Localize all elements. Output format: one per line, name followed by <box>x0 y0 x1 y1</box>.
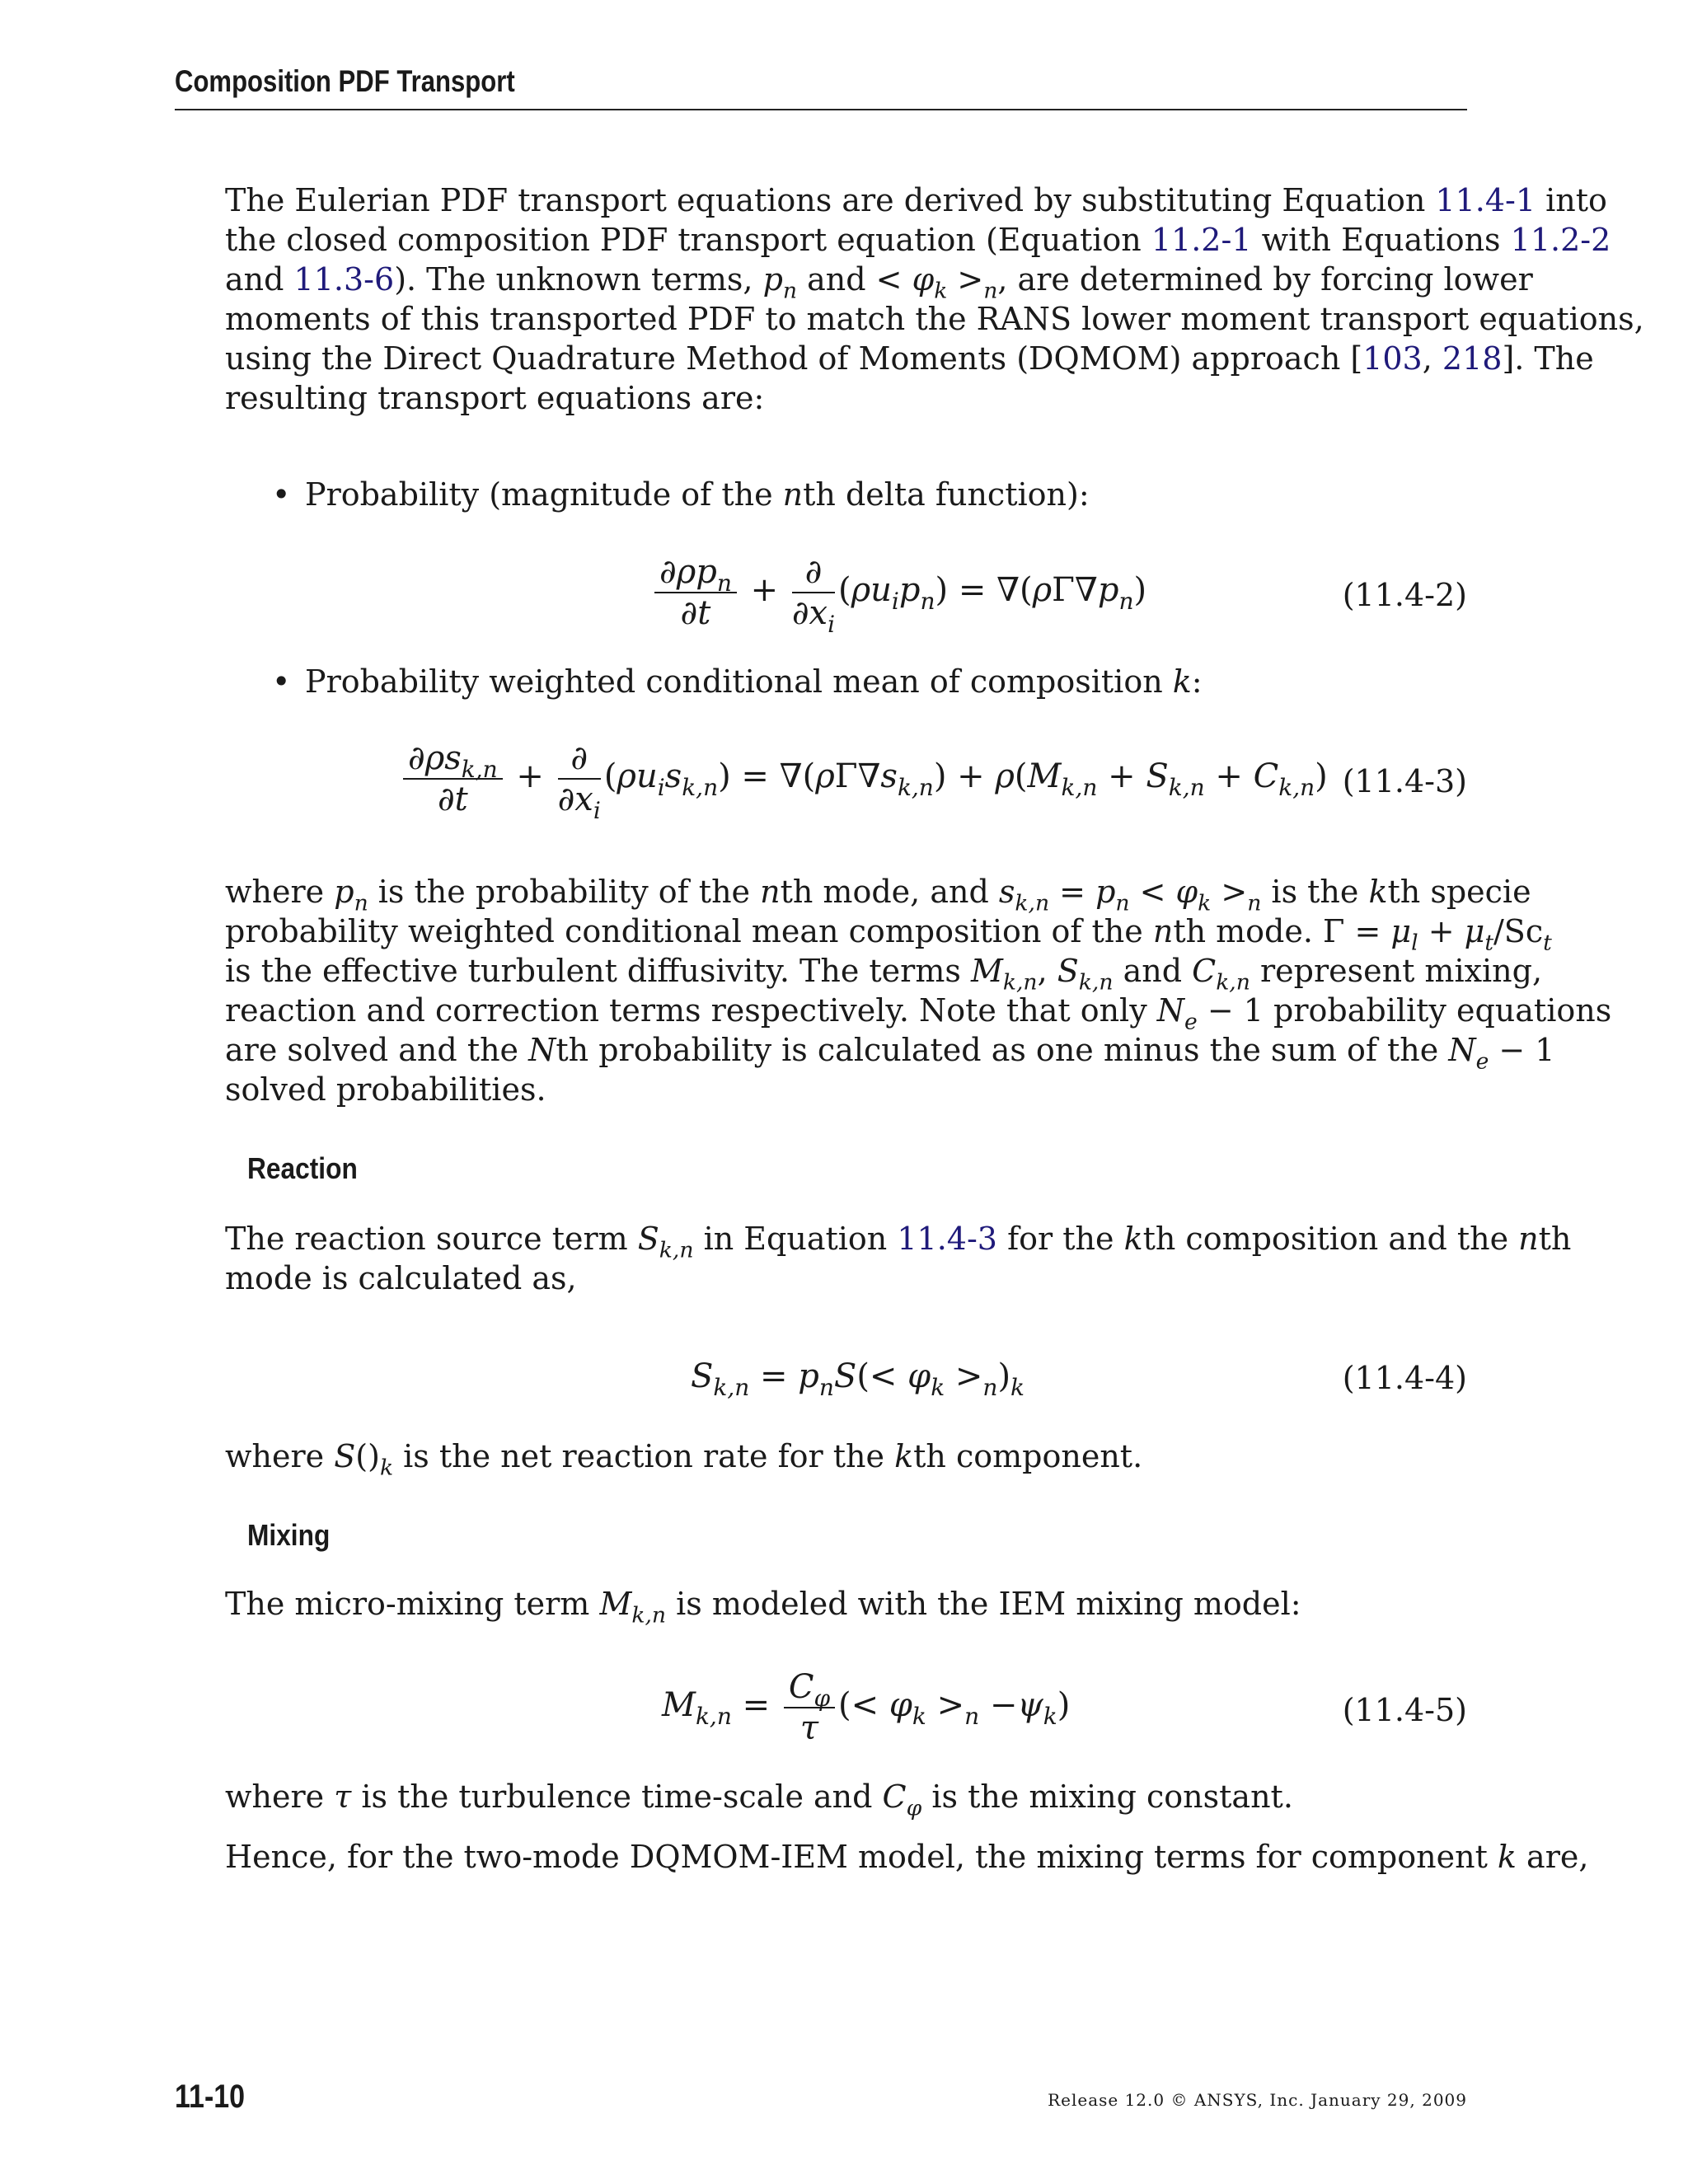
equation-link-11-4-1[interactable]: 11.4-1 <box>1435 182 1536 218</box>
citation-link-103[interactable]: 103 <box>1362 340 1423 377</box>
equation-number-11-4-5: (11.4-5) <box>1342 1692 1467 1728</box>
bullet-dot: • <box>272 476 291 513</box>
reaction-paragraph: The reaction source term $S_{k,n}$ in Equation 11.4-3 for the kth composition and the nth mode is calculated as, <box>225 1221 1572 1296</box>
intro-paragraph: The Eulerian PDF transport equations are derived by substituting Equation 11.4-1 into the closed composition PDF transport equation (Equation 11.2-1 with Equations 11.2-2 and 11.3-6). The unknown terms, $p_n$ and < $\varphi_k >_n$, are determined by forcing lower moments of this transported PDF to match the RANS lower moment transport equations, using the Direct Quadrature Method of Moments (DQMOM) approach [103, 218]. The resulting transport equations are: <box>225 182 1644 416</box>
page-header-title: Composition PDF Transport <box>175 64 515 98</box>
equation-11-4-2: $\frac{\partial\rho p_n}{\partial t}$ + $\frac{\partial}{\partial x_i}$ $(\rho u_ip_n) = \nabla(\rho\Gamma\nabla p_n)$ <box>651 552 1146 633</box>
equation-link-11-2-1[interactable]: 11.2-1 <box>1151 222 1252 258</box>
equation-11-4-5: $M_{k,n}$ = $\frac{C_\varphi}{\tau}$ (< $\varphi_k >_n -\psi_k$) <box>662 1668 1071 1747</box>
two-mode-sentence: Hence, for the two-mode DQMOM-IEM model, the mixing terms for component k are, <box>225 1839 1589 1875</box>
mixing-paragraph: The micro-mixing term $M_{k,n}$ is modeled with the IEM mixing model: <box>225 1586 1301 1629</box>
equation-11-4-4: $S_{k,n} = p_nS(< \varphi_k >_n)_k$ <box>691 1357 1025 1401</box>
citation-link-218[interactable]: 218 <box>1442 340 1503 377</box>
bullet-dot: • <box>272 663 291 700</box>
header-rule <box>175 109 1467 110</box>
release-info: Release 12.0 © ANSYS, Inc. January 29, 2009 <box>1048 2090 1467 2110</box>
equation-number-11-4-2: (11.4-2) <box>1342 577 1467 613</box>
section-heading-reaction: Reaction <box>247 1151 358 1185</box>
section-heading-mixing: Mixing <box>247 1518 331 1552</box>
mixing-definitions-sentence: where τ is the turbulence time-scale and $C_\varphi$ is the mixing constant. <box>225 1779 1293 1821</box>
equation-link-11-2-2[interactable]: 11.2-2 <box>1510 222 1611 258</box>
equation-number-11-4-3: (11.4-3) <box>1342 763 1467 799</box>
equation-11-4-3: $\frac{\partial\rho s_{k,n}}{\partial t}$ + $\frac{\partial}{\partial x_i}$ $(\rho u_is_{k,n}) = \nabla(\rho\Gamma\nabla s_{k,n}) + \rho(M_{k,n} + S_{k,n} + C_{k,n})$ <box>400 738 1328 819</box>
reaction-rate-sentence: where $S()_k$ is the net reaction rate for the kth component. <box>225 1438 1143 1481</box>
equation-link-11-4-3[interactable]: 11.4-3 <box>897 1221 997 1257</box>
equation-number-11-4-4: (11.4-4) <box>1342 1360 1467 1396</box>
definitions-paragraph: where $p_n$ is the probability of the nth mode, and $s_{k,n} = p_n < \varphi_k >_n$ is the kth specie probability weighted conditional mean composition of the nth mode. $\Gamma = \mu_l + \mu_t/Sc_t$ is the effective turbulent diffusivity. The terms $M_{k,n}$, $S_{k,n}$ and $C_{k,n}$ represent mixing, reaction and correction terms respectively. Note that only $N_e - 1$ probability equations are solved and the Nth probability is calculated as one minus the sum of the $N_e - 1$ solved probabilities. <box>225 874 1612 1108</box>
page-number: 11-10 <box>175 2079 246 2115</box>
equation-link-11-3-6[interactable]: 11.3-6 <box>293 261 395 298</box>
